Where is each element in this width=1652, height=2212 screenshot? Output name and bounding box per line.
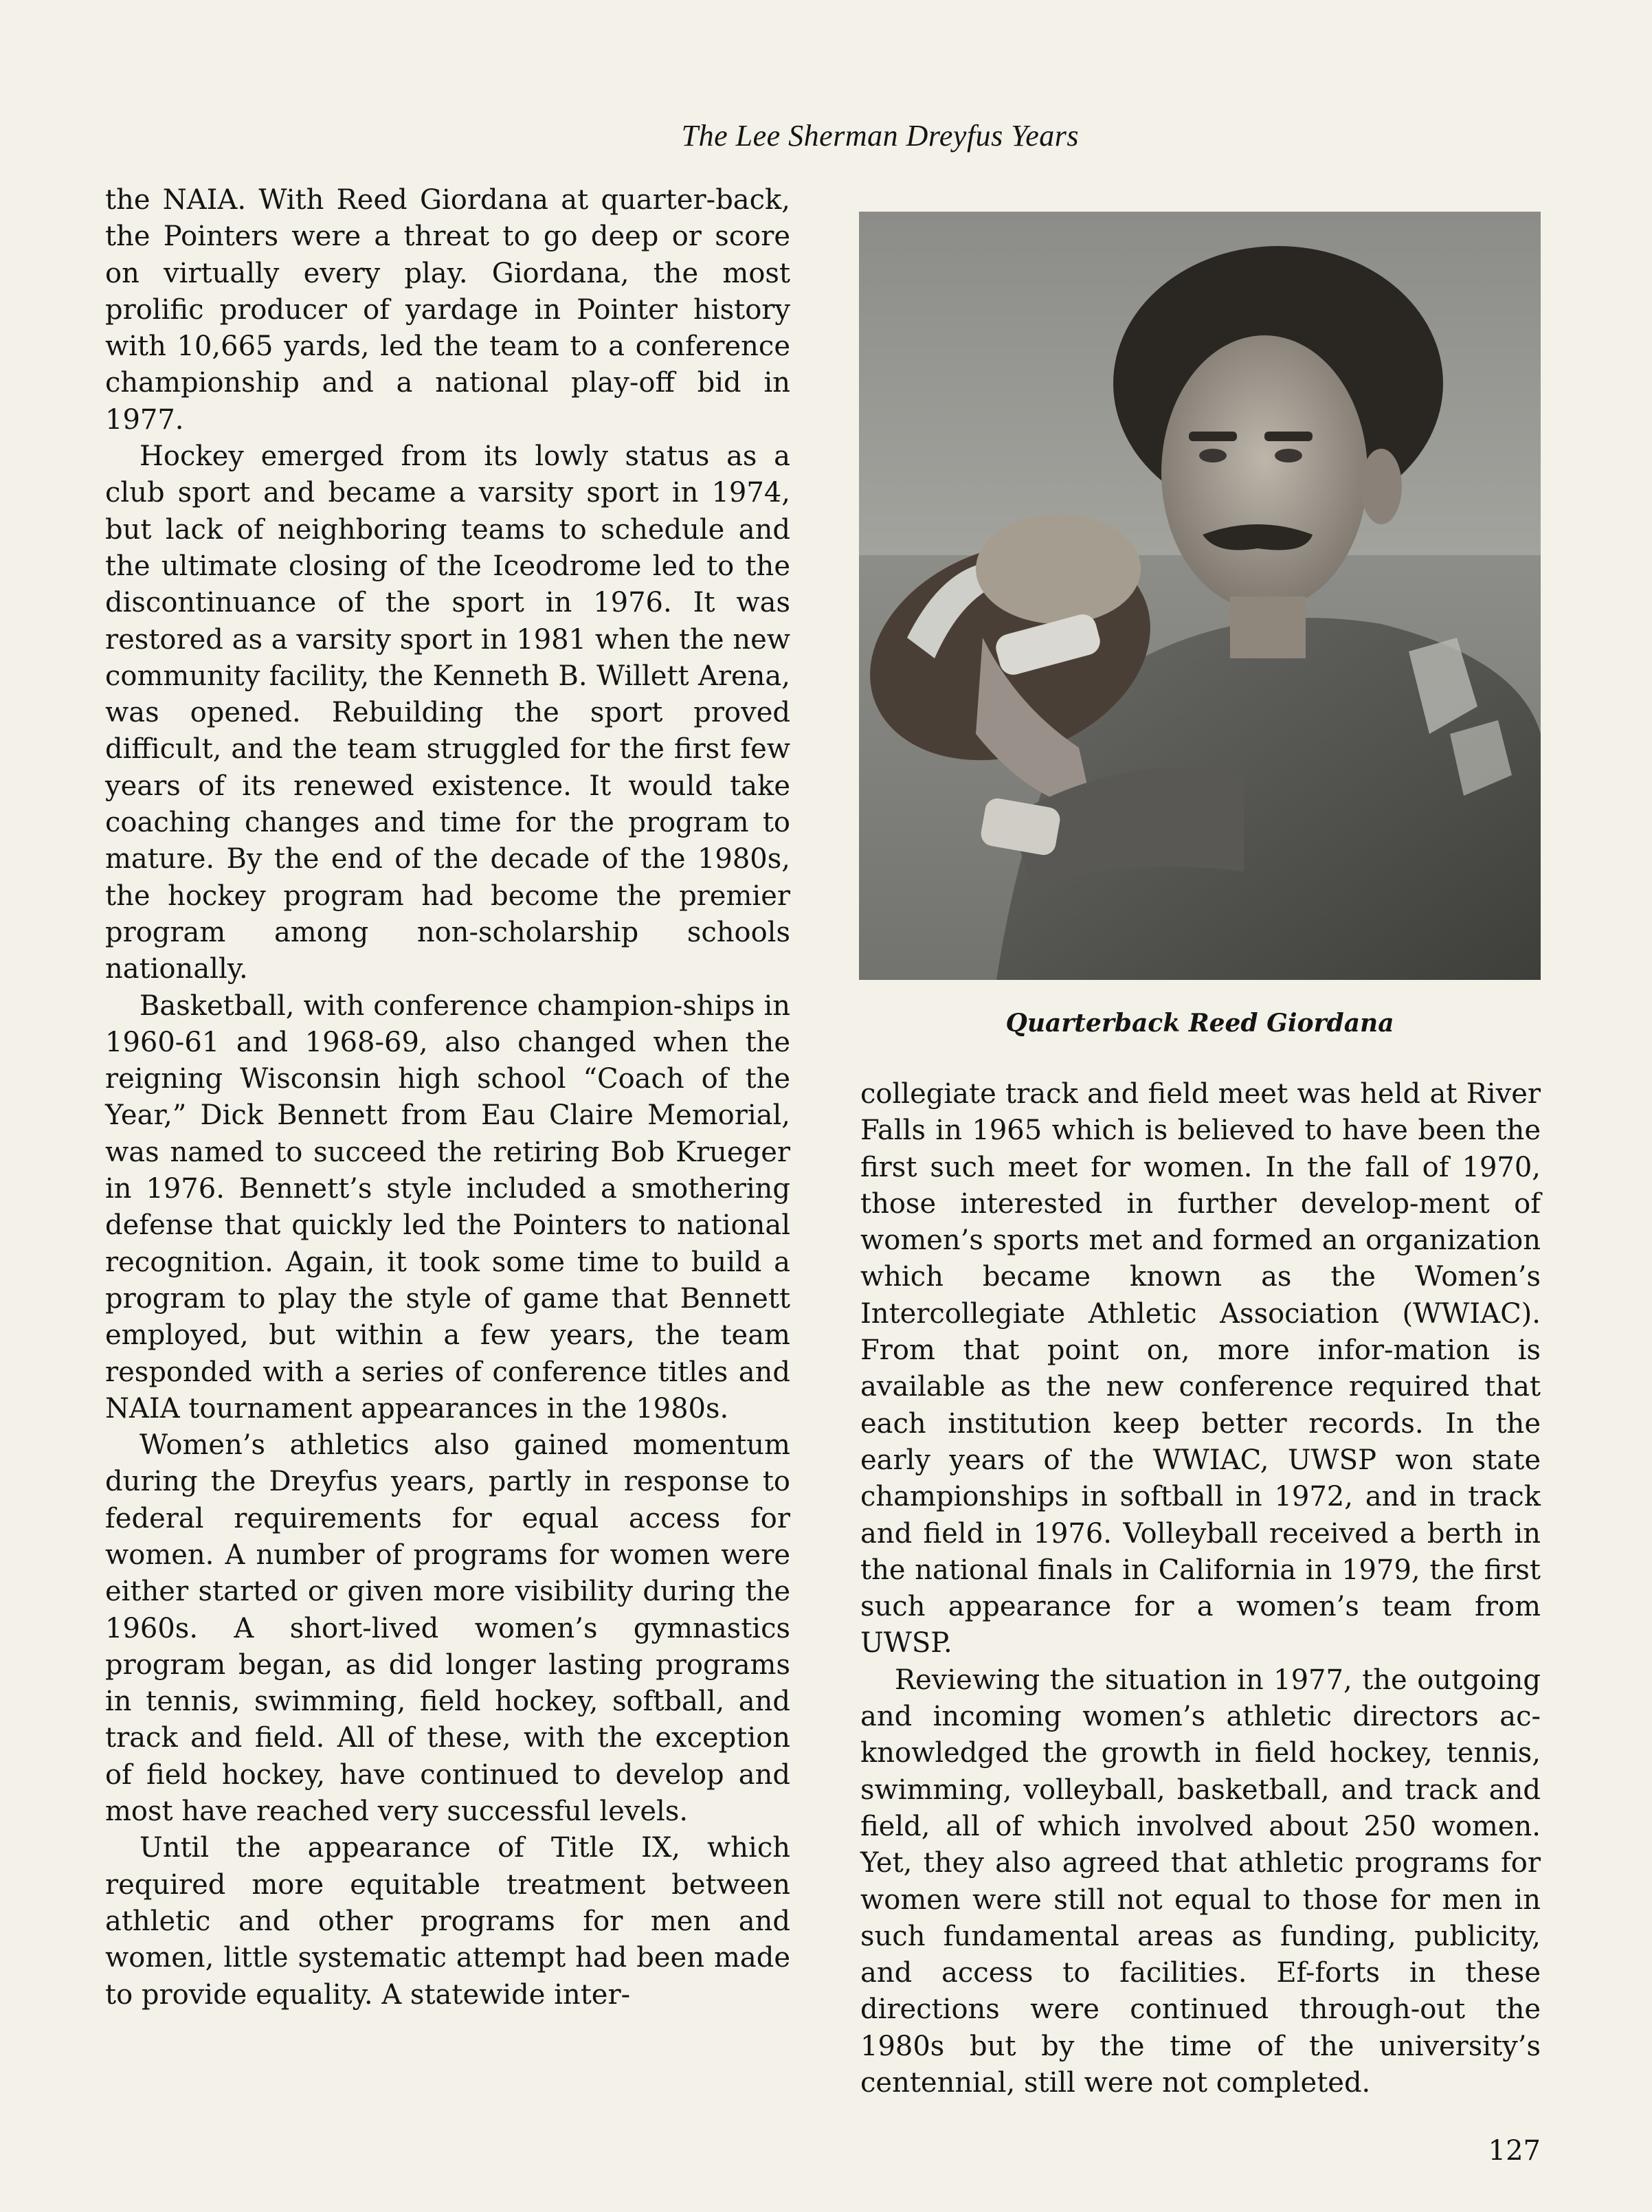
quarterback-photo (859, 212, 1541, 980)
paragraph: Until the appearance of Title IX, which required more equitable treatment between athletic and other programs for men and women, little systematic attempt had been made to provide equality. A statewide inter- (105, 1832, 790, 2011)
paragraph: Reviewing the situation in 1977, the outgoing and incoming women’s athletic directors ac-knowledged the growth in field hockey, tennis, swimming, volleyball, basketball, and track and field, all of which involved about 250 women. Yet, they also agreed that athletic programs for women were still not equal to those for men in such fundamental areas as funding, publicity, and access to facilities. Ef-forts in these directions were continued through-out the 1980s but by the time of the university’s centennial, still were not completed. (860, 1664, 1541, 2099)
left-column (105, 182, 790, 2013)
photo-illustration (859, 212, 1541, 980)
paragraph: Hockey emerged from its lowly status as a club sport and became a varsity sport in 1974, but lack of neighboring teams to schedule and the ultimate closing of the Iceodrome led to the discontinuance of the sport in 1976. It was restored as a varsity sport in 1981 when the new community facility, the Kenneth B. Willett Arena, was opened. Rebuilding the sport proved difficult, and the team struggled for the first few years of its renewed existence. It would take coaching changes and time for the program to mature. By the end of the decade of the 1980s, the hockey program had become the premier program among non-scholarship schools nationally. (105, 440, 790, 985)
photo-caption: Quarterback Reed Giordana (1005, 1009, 1394, 1038)
paragraph: Women’s athletics also gained momentum during the Dreyfus years, partly in response to federal requirements for equal access for women. A number of programs for women were either started or given more visibility during the 1960s. A short-lived women’s gymnastics program began, as did longer lasting programs in tennis, swimming, field hockey, softball, and track and field. All of these, with the exception of field hockey, have continued to develop and most have reached very successful levels. (105, 1429, 790, 1828)
paragraph: Basketball, with conference champion-ships in 1960-61 and 1968-69, also changed when the reigning Wisconsin high school “Coach of the Year,” Dick Bennett from Eau Claire Memorial, was named to succeed the retiring Bob Krueger in 1976. Bennett’s style included a smothering defense that quickly led the Pointers to national recognition. Again, it took some time to build a program to play the style of game that Bennett employed, but within a few years, the team responded with a series of conference titles and NAIA tournament appearances in the 1980s. (105, 990, 790, 1425)
running-head: The Lee Sherman Dreyfus Years (681, 119, 1079, 153)
right-column (860, 1076, 1541, 2101)
page-number: 127 (1488, 2135, 1541, 2167)
paragraph: collegiate track and field meet was held at River Falls in 1965 which is believed to have been the first such meet for women. In the fall of 1970, those interested in further develop-ment of women’s sports met and formed an organization which became known as the Women’s Intercollegiate Athletic Association (WWIAC). From that point on, more infor-mation is available as the new conference required that each institution keep better records. In the early years of the WWIAC, UWSP won state championships in softball in 1972, and in track and field in 1976. Volleyball received a berth in the national finals in California in 1979, the first such appearance for a women’s team from UWSP. (860, 1078, 1541, 1660)
paragraph: the NAIA. With Reed Giordana at quarter-back, the Pointers were a threat to go deep or score on virtually every play. Giordana, the most prolific producer of yardage in Pointer history with 10,665 yards, led the team to a conference championship and a national play-off bid in 1977. (105, 184, 790, 436)
